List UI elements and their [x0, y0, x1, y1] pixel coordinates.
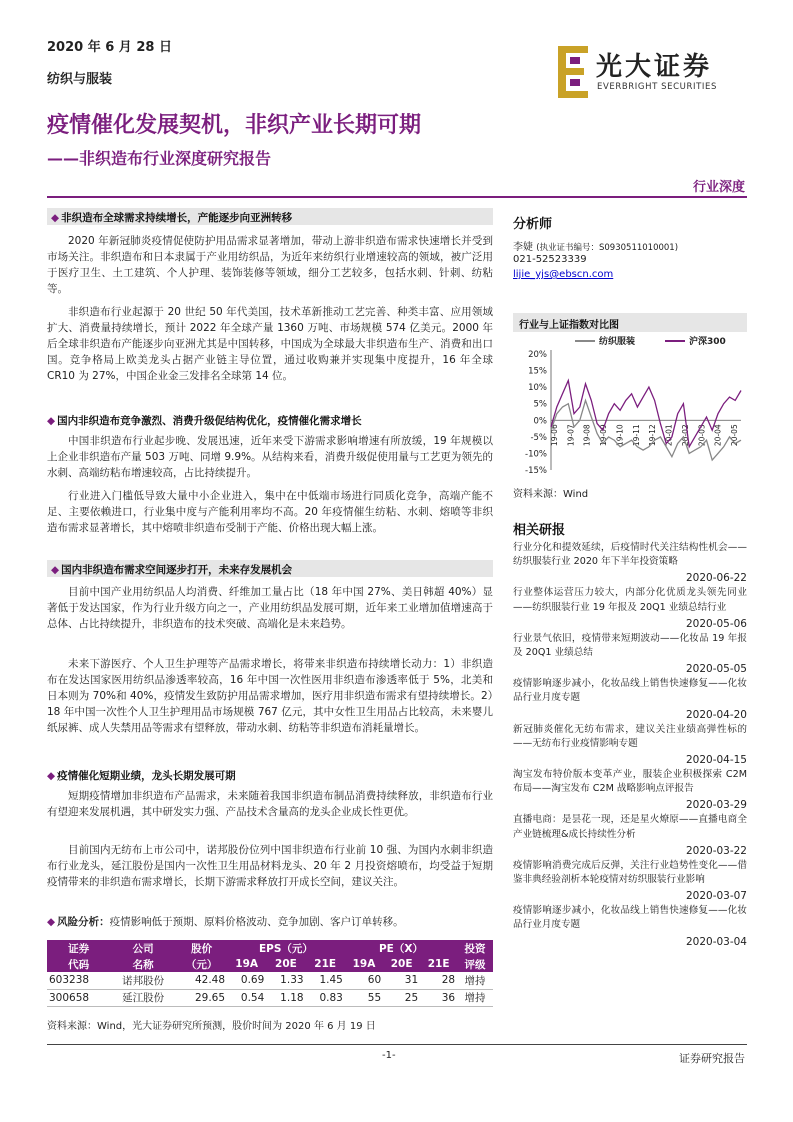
related-report-link[interactable]: 行业分化和提效延续，后疫情时代关注结构性机会——纺织服装行业 2020 年下半年投资策略 — [513, 542, 747, 568]
x-tick-label: 19-11 — [631, 424, 641, 447]
x-tick-label: 20-01 — [664, 424, 674, 447]
related-reports-heading: 相关研报 — [513, 523, 566, 538]
th-code: 证券 — [47, 940, 110, 956]
th-rating-2: 评级 — [457, 956, 493, 972]
legend-label: 沪深300 — [689, 337, 726, 347]
table-row: 300658 延江股份 29.65 0.54 1.18 0.83 55 25 36 增持 — [47, 989, 493, 1006]
header-divider — [47, 196, 747, 198]
section-heading-2: ◆ 国内非织造布竞争激烈、消费升级促结构优化，疫情催化需求增长 — [47, 415, 362, 427]
diamond-bullet-icon: ◆ — [47, 770, 56, 782]
x-tick-label: 20-04 — [713, 424, 723, 447]
section-2-paragraph-1: 中国非织造布行业起步晚、发展迅速，近年来受下游需求影响增速有所放缓，19 年规模以上企业非织造布产量 503 万吨、同增 9.9%。从结构来看，消费升级促使用量与工艺更为领先的水刺、高端纺粘布增速较高，占比持续提升。 — [47, 435, 493, 479]
related-report-link[interactable]: 行业景气依旧，疫情带来短期波动——化妆品 19 年报及 20Q1 业绩总结 — [513, 632, 747, 659]
x-tick-label: 19-06 — [550, 424, 559, 447]
analyst-heading: 分析师 — [513, 217, 553, 232]
report-title: 疫情催化发展契机，非织产业长期可期 — [47, 113, 422, 138]
y-tick-label: 10% — [528, 383, 547, 394]
section-heading-3: ◆ 国内非织造布需求空间逐步打开，未来存发展机会 — [47, 560, 493, 577]
related-report-date: 2020-06-22 — [685, 572, 747, 585]
th-pe-19a: 19A — [345, 956, 383, 972]
related-reports-list — [513, 541, 747, 950]
section-1-paragraph-1: 2020 年新冠肺炎疫情促使防护用品需求显著增加，带动上游非织造布需求快速增长并受到市场关注。非织造布和日本隶属于产业用纺织品，为近年来纺织行业增速较高的领域，被广泛用于医疗卫生、土工建筑、个人护理、装饰装修等领域，细分工艺较多，包括水刺、针刺、纺粘等。 — [47, 235, 493, 295]
table-source-note: 资料来源：Wind，光大证券研究所预测，股价时间为 2020 年 6 月 19 日 — [47, 1021, 376, 1032]
th-price: 股价 — [176, 940, 227, 956]
diamond-bullet-icon: ◆ — [51, 564, 60, 576]
related-report-date: 2020-04-15 — [685, 754, 747, 767]
x-tick-label: 20-05 — [730, 424, 739, 447]
sector-label: 纺织与服装 — [47, 72, 113, 87]
risk-analysis: ◆ 风险分析：疫情影响低于预期、原料价格波动、竞争加剧、客户订单转移。 — [47, 916, 404, 928]
th-code-2: 代码 — [47, 956, 110, 972]
report-type-tag: 行业深度 — [692, 180, 745, 195]
section-heading-1: ◆ 非织造布全球需求持续增长，产能逐步向亚洲转移 — [47, 208, 493, 225]
x-tick-label: 19-09 — [599, 424, 609, 447]
y-tick-label: 20% — [528, 350, 547, 360]
y-tick-label: -10% — [525, 449, 547, 460]
th-pe-21e: 21E — [420, 956, 457, 972]
section-2-paragraph-2: 行业进入门槛低导致大量中小企业进入，集中在中低端市场进行同质化竞争，高端产能不足、主要依赖进口，行业集中度与产能利用率均不高。20 年疫情催生纺粘、水刺、熔喷等非织造布需求显著增长，其中熔喷非织造布受制于产能、价格出现大幅上涨。 — [47, 490, 493, 534]
legend-label: 纺织服装 — [599, 337, 636, 347]
footer-divider — [47, 1044, 747, 1045]
company-logo — [556, 44, 746, 100]
diamond-bullet-icon: ◆ — [51, 212, 60, 224]
th-price-2: （元） — [176, 956, 227, 972]
section-1-paragraph-2: 非织造布行业起源于 20 世纪 50 年代美国，技术革新推动工艺完善、种类丰富、应用领域扩大、消费量持续增长，预计 2022 年全球产量 1360 万吨、市场规模 574 亿美元。2000 年后全球非织造布产能逐步向亚洲尤其是中国转移，中国成为全球最大非织造布生产、消费和出口国。竞争格局上欧美龙头占据产业链主导位置，通过收购兼并实现集中度提升，16 年全球 CR10 为 27%，中国企业金三发排名全球第 14 位。 — [47, 306, 493, 382]
analyst-name-line: 李婕 (执业证书编号：S0930511010001) — [513, 242, 679, 253]
x-tick-label: 19-07 — [566, 424, 576, 447]
chart-title: 行业与上证指数对比图 — [513, 313, 747, 332]
related-report-date: 2020-04-20 — [685, 708, 747, 721]
diamond-bullet-icon: ◆ — [47, 916, 56, 928]
x-tick-label: 19-08 — [582, 424, 592, 447]
section-4-paragraph-2: 目前国内无纺布上市公司中，诺邦股份位列中国非织造布行业前 10 强、为国内水刺非织造布行业龙头，延江股份是国内一次性卫生用品材料龙头、20 年 2 月投资熔喷布，均受益于短期疫情带来的非织造布需求增长，长期下游需求释放打开成长空间，建议关注。 — [47, 844, 493, 888]
section-heading-4: ◆ 疫情催化短期业绩，龙头长期发展可期 — [47, 770, 236, 782]
section-3-paragraph-2: 未来下游医疗、个人卫生护理等产品需求增长，将带来非织造布持续增长动力：1）非织造布在发达国家医用纺织品渗透率较高，16 年中国一次性医用非织造布渗透率低于 5%，北美和日本则为 70%和 40%，疫情发生致防护用品需求增加，医疗用非织造布需求有望持续增长。2）18 年中国一次性个人卫生护理用品市场规模 767 亿元，其中女性卫生用品占比较高，未来婴儿纸尿裤、成人失禁用品等需求有望释放，带动水刺、纺粘等非织造布消耗量增长。 — [47, 658, 493, 734]
related-report-link[interactable]: 疫情影响消费完成后反弹，关注行业趋势性变化——借鉴非典经验剖析本轮疫情对纺织服装行业影响 — [513, 859, 747, 886]
everbright-logo-icon — [556, 46, 592, 98]
related-report-link[interactable]: 淘宝发布特价版本变革产业，服装企业积极探索 C2M 布局——淘宝发布 C2M 战略影响点评报告 — [513, 769, 747, 795]
analyst-email-link[interactable]: lijie_yjs@ebscn.com — [513, 269, 614, 280]
th-company: 公司 — [110, 940, 176, 956]
th-company-2: 名称 — [110, 956, 176, 972]
related-report-link[interactable]: 直播电商：是昙花一现，还是星火燎原——直播电商全产业链梳理&成长持续性分析 — [513, 814, 747, 840]
y-tick-label: 0% — [533, 416, 547, 427]
diamond-bullet-icon: ◆ — [47, 415, 56, 427]
th-pe: PE（X） — [345, 940, 457, 956]
analyst-cert: (执业证书编号：S0930511010001) — [536, 243, 679, 253]
y-tick-label: -15% — [525, 466, 547, 476]
stock-valuation-table — [47, 940, 493, 1007]
related-report-date: 2020-03-22 — [685, 844, 747, 857]
series-line-1 — [551, 381, 741, 447]
related-report-link[interactable]: 疫情影响逐步减小，化妆品线上销售快速修复——化妆品行业月度专题 — [513, 678, 747, 704]
y-tick-label: 15% — [528, 366, 547, 377]
sidebar — [513, 205, 747, 1035]
x-tick-label: 20-03 — [697, 424, 707, 447]
x-tick-label: 19-10 — [615, 424, 625, 447]
y-tick-label: 5% — [533, 399, 547, 410]
comparison-line-chart — [513, 332, 747, 482]
page-number: -1- — [382, 1050, 396, 1061]
related-report-date: 2020-03-07 — [685, 890, 747, 903]
related-report-date: 2020-05-05 — [685, 663, 747, 676]
related-report-link[interactable]: 行业整体运营压力较大，内部分化优质龙头领先同业——纺织服装行业 19 年报及 20Q1 业绩总结行业 — [513, 587, 747, 613]
th-eps-21e: 21E — [306, 956, 345, 972]
x-tick-label: 19-12 — [648, 424, 658, 447]
related-report-date: 2020-05-06 — [685, 617, 747, 630]
footer-label: 证券研究报告 — [679, 1052, 745, 1065]
report-date: 2020 年 6 月 28 日 — [47, 40, 172, 55]
main-content — [47, 205, 497, 1035]
table-row: 603238 诺邦股份 42.48 0.69 1.33 1.45 60 31 28 增持 — [47, 972, 493, 989]
report-subtitle: ——非织造布行业深度研究报告 — [47, 149, 272, 168]
x-tick-label: 20-02 — [680, 424, 690, 447]
section-3-paragraph-1: 目前中国产业用纺织品人均消费、纤维加工量占比（18 年中国 27%、美日韩超 40%）显著低于发达国家，作为行业升级方向之一，产业用纺织品发展可期，近年来工业增加值增速高于总体、占比持续提升，非织造布的技术突破、高端化是未来趋势。 — [47, 586, 493, 630]
th-pe-20e: 20E — [383, 956, 420, 972]
logo-chinese-name: 光大证券 — [596, 52, 713, 82]
related-report-link[interactable]: 疫情影响逐步减小，化妆品线上销售快速修复——化妆品行业月度专题 — [513, 905, 747, 931]
section-4-paragraph-1: 短期疫情增加非织造布产品需求，未来随着我国非织造布制品消费持续释放，非织造布行业有望迎来发展机遇，其中研发实力强、产品技术含量高的龙头企业成长性更优。 — [47, 790, 493, 818]
related-report-date: 2020-03-04 — [685, 935, 747, 948]
related-report-date: 2020-03-29 — [685, 799, 747, 812]
th-eps-19a: 19A — [227, 956, 266, 972]
th-rating: 投资 — [457, 940, 493, 956]
th-eps-20e: 20E — [266, 956, 305, 972]
analyst-phone: 021-52523339 — [513, 254, 587, 265]
logo-english-name: EVERBRIGHT SECURITIES — [597, 82, 717, 92]
related-report-link[interactable]: 新冠肺炎催化无纺布需求，建议关注业绩高弹性标的——无纺布行业疫情影响专题 — [513, 723, 747, 749]
y-tick-label: -5% — [530, 432, 547, 443]
chart-source: 资料来源：Wind — [513, 489, 589, 500]
th-eps: EPS（元） — [227, 940, 345, 956]
